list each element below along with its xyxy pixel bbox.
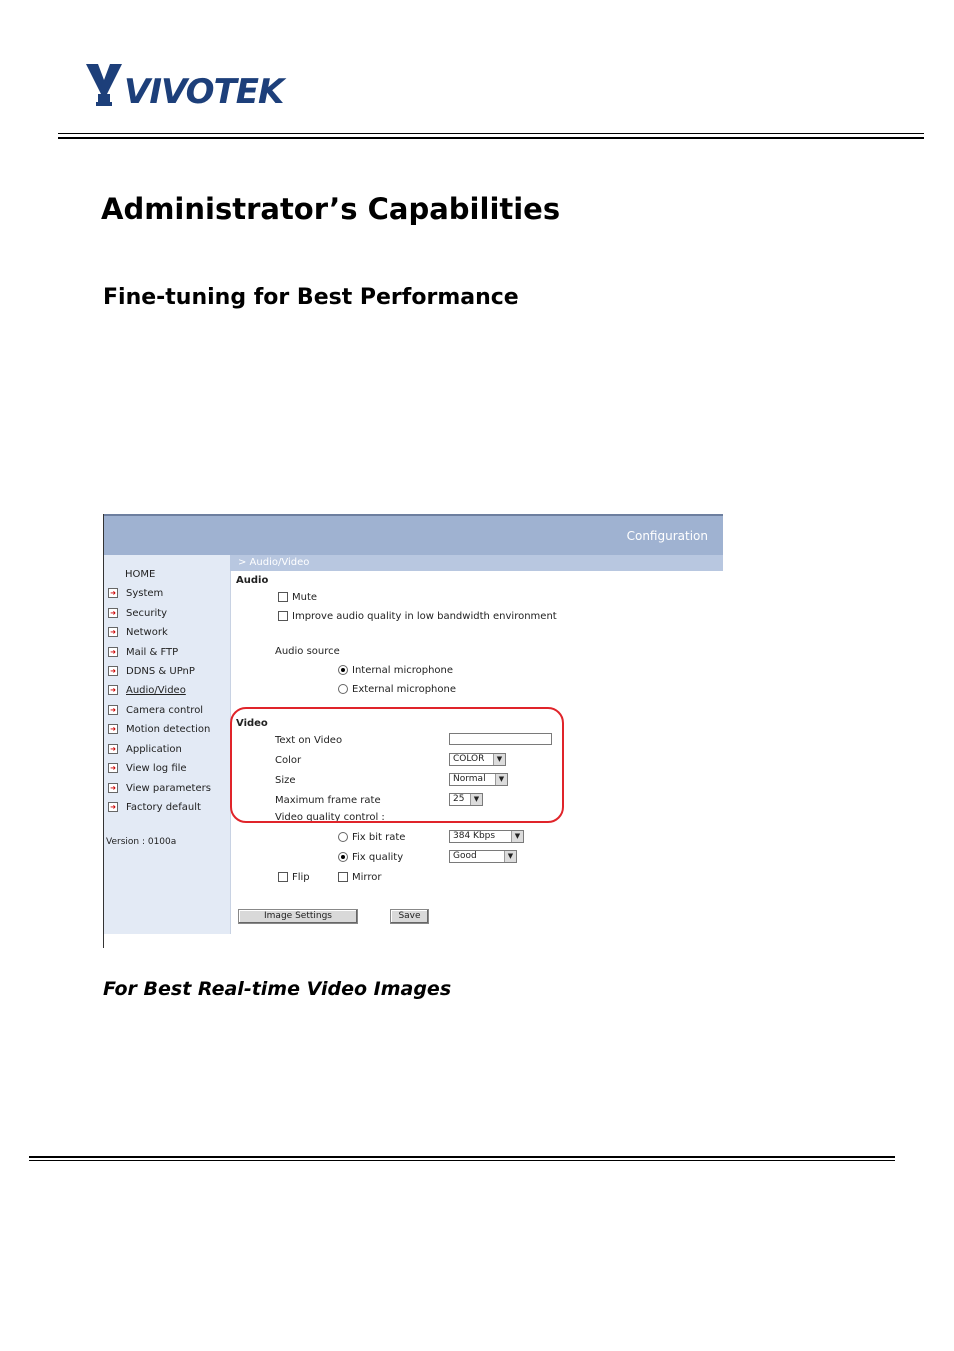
nav-item-view-parameters[interactable]: ➜ View parameters — [108, 782, 211, 796]
checkbox-icon — [278, 611, 288, 621]
config-label: Configuration — [626, 529, 708, 543]
bit-rate-select[interactable]: 384 Kbps ▼ — [449, 830, 524, 843]
breadcrumb: > Audio/Video — [230, 555, 723, 571]
dropdown-arrow-icon: ▼ — [495, 774, 507, 785]
arrow-icon: ➜ — [108, 802, 118, 812]
external-mic-radio[interactable]: External microphone — [338, 684, 456, 695]
nav-item-network[interactable]: ➜ Network — [108, 626, 168, 640]
radio-icon — [338, 852, 348, 862]
radio-icon — [338, 684, 348, 694]
audio-source-label: Audio source — [275, 646, 340, 657]
size-select[interactable]: Normal ▼ — [449, 773, 508, 786]
arrow-icon: ➜ — [108, 627, 118, 637]
nav-item-audio-video[interactable]: ➜ Audio/Video — [108, 684, 186, 698]
dropdown-arrow-icon: ▼ — [504, 851, 516, 862]
nav-item-mail-ftp[interactable]: ➜ Mail & FTP — [108, 646, 178, 660]
flip-checkbox[interactable]: Flip — [278, 872, 310, 883]
version-text: Version : 0100a — [106, 837, 177, 847]
image-settings-button[interactable]: Image Settings — [238, 909, 358, 924]
arrow-icon: ➜ — [108, 724, 118, 734]
nav-home[interactable]: HOME — [125, 569, 156, 580]
config-sidebar — [104, 555, 231, 934]
fix-quality-radio[interactable]: Fix quality — [338, 852, 403, 863]
quality-select[interactable]: Good ▼ — [449, 850, 517, 863]
top-rule-1 — [58, 133, 924, 134]
dropdown-arrow-icon: ▼ — [493, 754, 505, 765]
size-label: Size — [275, 775, 296, 786]
arrow-icon: ➜ — [108, 647, 118, 657]
arrow-icon: ➜ — [108, 588, 118, 598]
section-subtitle: Fine-tuning for Best Performance — [103, 285, 519, 310]
nav-item-ddns-upnp[interactable]: ➜ DDNS & UPnP — [108, 665, 195, 679]
nav-item-motion-detection[interactable]: ➜ Motion detection — [108, 723, 210, 737]
dropdown-arrow-icon: ▼ — [470, 794, 482, 805]
bottom-rule-2 — [29, 1160, 895, 1161]
arrow-icon: ➜ — [108, 685, 118, 695]
color-select[interactable]: COLOR ▼ — [449, 753, 506, 766]
fix-bit-rate-radio[interactable]: Fix bit rate — [338, 832, 405, 843]
text-on-video-label: Text on Video — [275, 735, 343, 746]
nav-item-application[interactable]: ➜ Application — [108, 743, 182, 757]
config-header-bar — [104, 514, 723, 555]
arrow-icon: ➜ — [108, 608, 118, 618]
arrow-icon: ➜ — [108, 744, 118, 754]
checkbox-icon — [338, 872, 348, 882]
video-quality-label: Video quality control : — [275, 812, 385, 823]
nav-item-security[interactable]: ➜ Security — [108, 607, 167, 621]
vivotek-logo — [84, 60, 294, 112]
checkbox-icon — [278, 592, 288, 602]
radio-icon — [338, 832, 348, 842]
color-label: Color — [275, 755, 302, 766]
top-rule-2 — [58, 137, 924, 139]
mirror-checkbox[interactable]: Mirror — [338, 872, 381, 883]
internal-mic-radio[interactable]: Internal microphone — [338, 665, 453, 676]
page-title: Administrator’s Capabilities — [101, 192, 561, 226]
figure-caption: For Best Real-time Video Images — [103, 978, 452, 1000]
logo-text: VIVOTEK — [124, 72, 284, 112]
improve-audio-checkbox[interactable]: Improve audio quality in low bandwidth environment — [278, 611, 557, 622]
arrow-icon: ➜ — [108, 705, 118, 715]
bottom-rule-1 — [29, 1156, 895, 1158]
nav-item-view-log-file[interactable]: ➜ View log file — [108, 762, 187, 776]
vivotek-logo-icon — [84, 60, 124, 110]
arrow-icon: ➜ — [108, 666, 118, 676]
dropdown-arrow-icon: ▼ — [511, 831, 523, 842]
checkbox-icon — [278, 872, 288, 882]
nav-item-camera-control[interactable]: ➜ Camera control — [108, 704, 203, 718]
arrow-icon: ➜ — [108, 763, 118, 773]
max-frame-rate-label: Maximum frame rate — [275, 795, 381, 806]
nav-item-factory-default[interactable]: ➜ Factory default — [108, 801, 201, 815]
radio-icon — [338, 665, 348, 675]
save-button[interactable]: Save — [390, 909, 429, 924]
video-highlight-box — [230, 707, 564, 823]
nav-item-system[interactable]: ➜ System — [108, 587, 163, 601]
audio-heading: Audio — [236, 575, 269, 586]
max-frame-rate-select[interactable]: 25 ▼ — [449, 793, 483, 806]
video-heading: Video — [236, 718, 268, 729]
arrow-icon: ➜ — [108, 783, 118, 793]
mute-checkbox[interactable]: Mute — [278, 592, 317, 603]
